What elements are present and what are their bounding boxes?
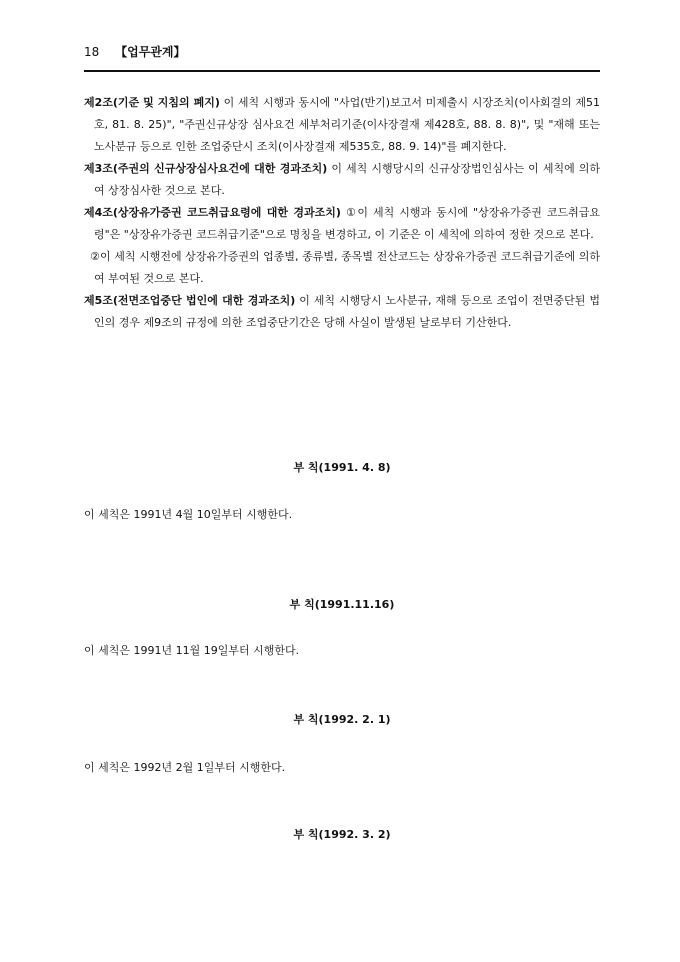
articles-body xyxy=(84,92,600,334)
article-2 xyxy=(84,92,600,158)
article-5 xyxy=(84,290,600,334)
section-label: 【업무관계】 xyxy=(115,45,186,59)
supplement-text-2: 이 세칙은 1991년 11월 19일부터 시행한다. xyxy=(84,644,300,657)
article-text: 이 세칙 시행당시 노사분규, 재해 등으로 조업이 전면중단된 법인의 경우 제9조의 규정에 의한 조업중단기간은 당해 사실이 발생된 날로부터 기산한다. xyxy=(94,294,600,329)
article-4-paragraph-2: ②이 세칙 시행전에 상장유가증권의 업종별, 종류별, 종목별 전산코드는 상장유가증권 코드취급기준에 의하여 부여된 것으로 본다. xyxy=(90,250,600,285)
supplement-heading-1: 부 칙(1991. 4. 8) xyxy=(293,461,391,474)
article-heading: 제5조(전면조업중단 법인에 대한 경과조치) xyxy=(84,294,296,307)
page-header xyxy=(84,44,600,60)
article-4 xyxy=(84,202,600,246)
page-number: 18 xyxy=(84,45,100,59)
supplement-text-1: 이 세칙은 1991년 4월 10일부터 시행한다. xyxy=(84,508,293,521)
article-text: ①이 세칙 시행과 동시에 "상장유가증권 코드취급요령"은 "상장유가증권 코드취급기준"으로 명칭을 변경하고, 이 기준은 이 세칙에 의하여 정한 것으로 본다. xyxy=(94,206,601,241)
article-text: 이 세칙 시행당시의 신규상장법인심사는 이 세칙에 의하여 상장심사한 것으로 본다. xyxy=(94,162,601,197)
article-3 xyxy=(84,158,600,202)
header-rule xyxy=(84,70,600,72)
supplement-heading-3: 부 칙(1992. 2. 1) xyxy=(293,713,391,726)
article-heading: 제3조(주권의 신규상장심사요건에 대한 경과조치) xyxy=(84,162,328,175)
supplement-heading-2: 부 칙(1991.11.16) xyxy=(289,598,395,611)
article-heading: 제4조(상장유가증권 코드취급요령에 대한 경과조치) xyxy=(84,206,341,219)
article-heading: 제2조(기준 및 지침의 폐지) xyxy=(84,96,220,109)
supplement-heading-4: 부 칙(1992. 3. 2) xyxy=(293,828,391,841)
article-text: 이 세칙 시행과 동시에 "사업(반기)보고서 미제출시 시장조치(이사회결의 제51호, 81. 8. 25)", "주권신규상장 심사요건 세부처리기준(이사장결재 제428호, 88. 8. 8)", 및 "재해 또는 노사분규 등으로 인한 조업중단시 조치(이사장결재 제535호, 88. 9. 14)"를 폐지한다. xyxy=(94,96,600,153)
supplement-text-3: 이 세칙은 1992년 2월 1일부터 시행한다. xyxy=(84,761,286,774)
